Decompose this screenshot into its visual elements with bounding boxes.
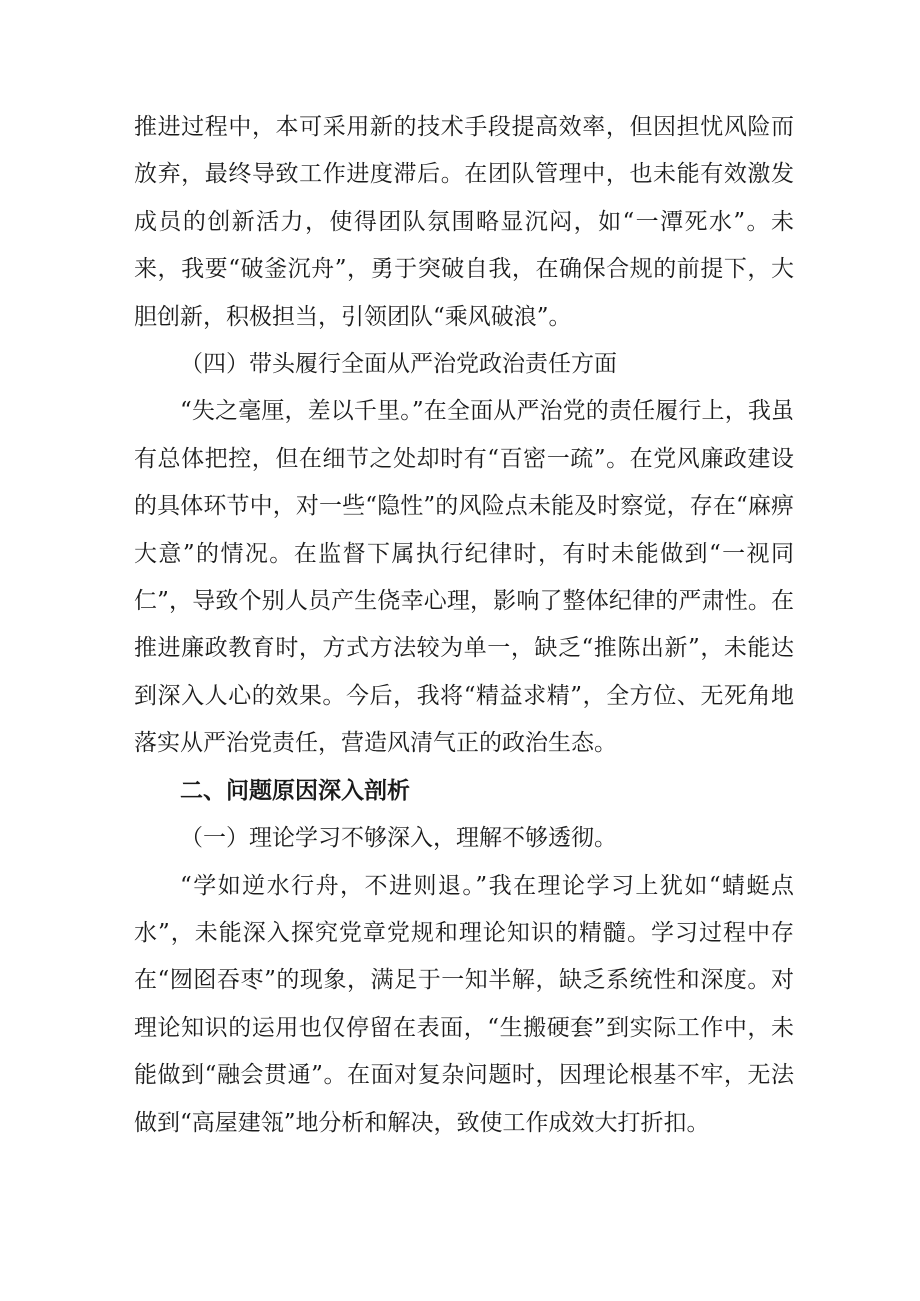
paragraph-continued: 推进过程中，本可采用新的技术手段提高效率，但因担忧风险而放弃，最终导致工作进度滞后。在团队管理中，也未能有效激发成员的创新活力，使得团队氛围略显沉闷，如“一潭死水”。未来，我要“破釜沉舟”，勇于突破自我，在确保合规的前提下，大胆创新，积极担当，引领团队“乘风破浪”。 [134, 114, 794, 330]
section-heading-two: 二、问题原因深入剖析 [180, 777, 410, 804]
sub-heading-four: （四）带头履行全面从严治党政治责任方面 [180, 351, 617, 378]
paragraph-party-responsibility: “失之毫厘，差以千里。”在全面从严治党的责任履行上，我虽有总体把控，但在细节之处却时有“百密一疏”。在党风廉政建设的具体环节中，对一些“隐性”的风险点未能及时察觉，存在“麻痹大意”的情况。在监督下属执行纪律时，有时未能做到“一视同仁”，导致个别人员产生侥幸心理，影响了整体纪律的严肃性。在推进廉政教育时，方式方法较为单一，缺乏“推陈出新”，未能达到深入人心的效果。今后，我将“精益求精”，全方位、无死角地落实从严治党责任，营造风清气正的政治生态。 [134, 398, 794, 757]
sub-heading-one: （一）理论学习不够深入，理解不够透彻。 [180, 825, 617, 852]
paragraph-theory-study: “学如逆水行舟，不进则退。”我在理论学习上犹如“蜻蜓点水”，未能深入探究党章党规和理论知识的精髓。学习过程中存在“囫囵吞枣”的现象，满足于一知半解，缺乏系统性和深度。对理论知识的运用也仅停留在表面，“生搬硬套”到实际工作中，未能做到“融会贯通”。在面对复杂问题时，因理论根基不牢，无法做到“高屋建瓴”地分析和解决，致使工作成效大打折扣。 [134, 872, 794, 1136]
document-body [134, 104, 794, 1147]
